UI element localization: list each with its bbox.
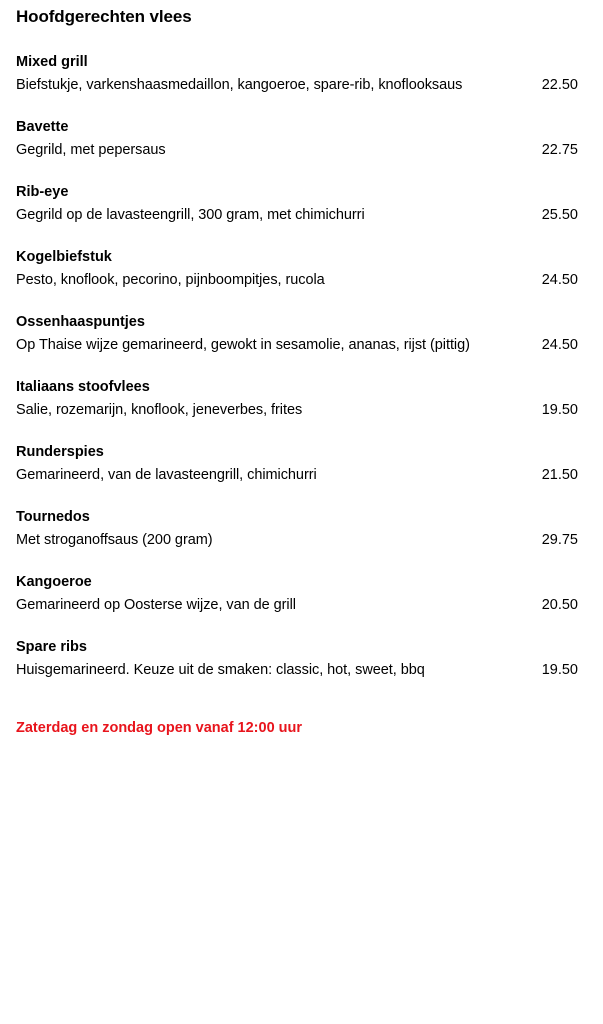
menu-item-description: Salie, rozemarijn, knoflook, jeneverbes, frites	[16, 402, 303, 418]
menu-item-description: Gegrild op de lavasteengrill, 300 gram, met chimichurri	[16, 207, 365, 223]
menu-item-description: Pesto, knoflook, pecorino, pijnboompitjes, rucola	[16, 272, 325, 288]
menu-item-description: Gemarineerd op Oosterse wijze, van de grill	[16, 597, 296, 613]
menu-item-price: 25.50	[541, 207, 578, 223]
menu-item-price: 21.50	[541, 467, 578, 483]
menu-item-description: Huisgemarineerd. Keuze uit de smaken: classic, hot, sweet, bbq	[16, 662, 425, 678]
menu-list	[16, 53, 578, 703]
menu-item-name: Mixed grill	[16, 54, 88, 70]
menu-item	[16, 53, 578, 118]
menu-item	[16, 248, 578, 313]
menu-item-description: Op Thaise wijze gemarineerd, gewokt in sesamolie, ananas, rijst (pittig)	[16, 337, 470, 353]
menu-item	[16, 443, 578, 508]
menu-item-name: Tournedos	[16, 509, 90, 525]
menu-item-price: 24.50	[541, 337, 578, 353]
page-title: Hoofdgerechten vlees	[16, 7, 192, 26]
menu-item	[16, 313, 578, 378]
menu-item	[16, 508, 578, 573]
menu-item-price: 20.50	[541, 597, 578, 613]
menu-item	[16, 573, 578, 638]
menu-item-description: Met stroganoffsaus (200 gram)	[16, 532, 213, 548]
menu-item-description: Gemarineerd, van de lavasteengrill, chimichurri	[16, 467, 317, 483]
menu-item-name: Kogelbiefstuk	[16, 249, 112, 265]
menu-item-price: 19.50	[541, 402, 578, 418]
menu-item-price: 24.50	[541, 272, 578, 288]
menu-item-name: Italiaans stoofvlees	[16, 379, 150, 395]
menu-item	[16, 638, 578, 703]
menu-item	[16, 183, 578, 248]
menu-item	[16, 378, 578, 443]
menu-item-name: Ossenhaaspuntjes	[16, 314, 145, 330]
menu-item-name: Bavette	[16, 119, 69, 135]
menu-item-description: Gegrild, met pepersaus	[16, 142, 166, 158]
menu-item-description: Biefstukje, varkenshaasmedaillon, kangoeroe, spare-rib, knoflooksaus	[16, 77, 463, 93]
menu-item-name: Runderspies	[16, 444, 104, 460]
menu-item-price: 29.75	[541, 532, 578, 548]
menu-item-price: 22.50	[541, 77, 578, 93]
menu-item	[16, 118, 578, 183]
menu-item-name: Kangoeroe	[16, 574, 92, 590]
menu-item-name: Rib-eye	[16, 184, 69, 200]
opening-hours-notice: Zaterdag en zondag open vanaf 12:00 uur	[16, 720, 303, 736]
menu-item-price: 22.75	[541, 142, 578, 158]
menu-item-name: Spare ribs	[16, 639, 87, 655]
menu-item-price: 19.50	[541, 662, 578, 678]
